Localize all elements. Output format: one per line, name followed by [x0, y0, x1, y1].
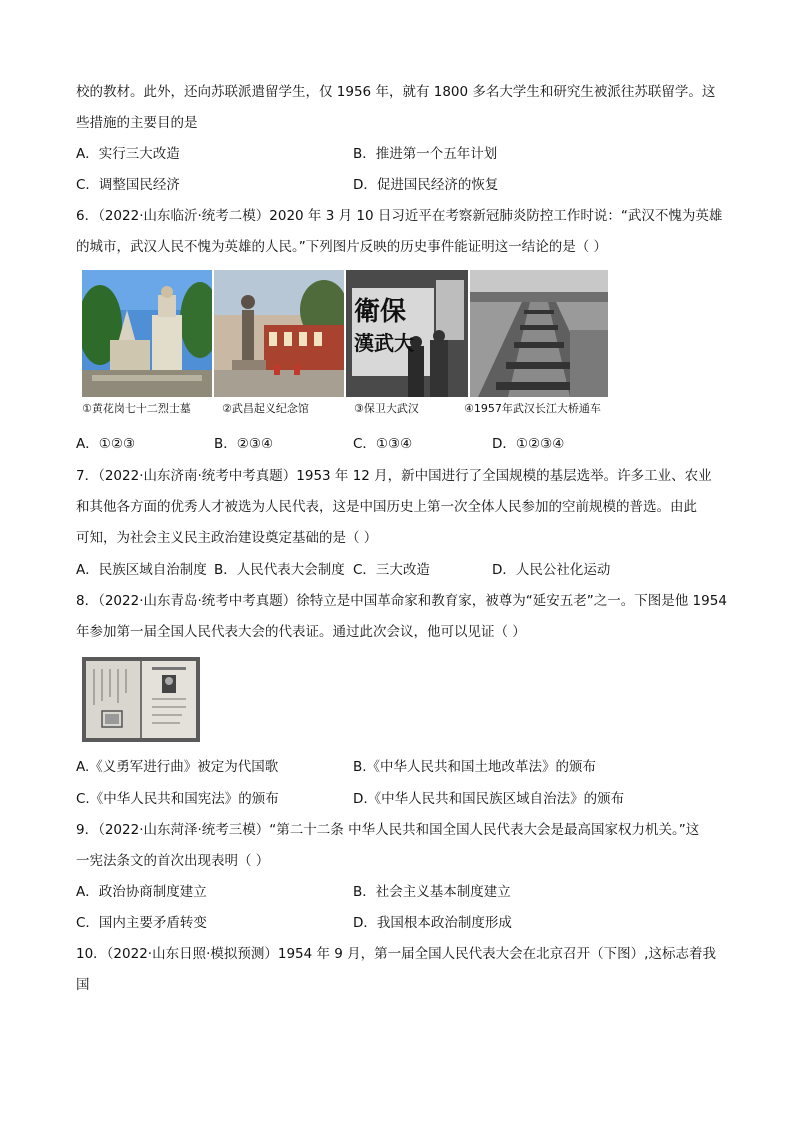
caption-photo-3: ③保卫大武汉: [354, 402, 419, 415]
q8-option-d[interactable]: D.《中华人民共和国民族区域自治法》的颁布: [353, 791, 625, 807]
photo-wuchang-uprising-memorial: [214, 270, 344, 397]
q10-line-1: 10．（2022·山东日照·模拟预测）1954 年 9 月，第一届全国人民代表大会在北京召开（下图）,这标志着我: [76, 946, 716, 962]
q7-option-c[interactable]: C．三大改造: [353, 562, 430, 578]
q6-line-1: 6．（2022·山东临沂·统考二模）2020 年 3 月 10 日习近平在考察新冠肺炎防控工作时说：“武汉不愧为英雄: [76, 208, 723, 224]
q7-line-3: 可知，为社会主义民主政治建设奠定基础的是（ ）: [76, 530, 378, 546]
q7-option-b[interactable]: B．人民代表大会制度: [214, 562, 345, 578]
q9-option-a[interactable]: A．政治协商制度建立: [76, 884, 207, 900]
caption-photo-2: ②武昌起义纪念馆: [222, 402, 309, 415]
poster-char: 衛: [354, 297, 381, 327]
poster-char: 漢: [354, 331, 374, 355]
q8-option-b[interactable]: B.《中华人民共和国土地改革法》的颁布: [353, 759, 597, 775]
q9-option-c[interactable]: C．国内主要矛盾转变: [76, 915, 207, 931]
q5-option-b[interactable]: B．推进第一个五年计划: [353, 146, 498, 162]
q9-option-b[interactable]: B．社会主义基本制度建立: [353, 884, 511, 900]
photo-huanghuagang-memorial: [82, 270, 212, 397]
q6-option-c[interactable]: C．①③④: [353, 436, 413, 452]
poster-text-row-2: [354, 332, 414, 354]
q10-line-2: 国: [76, 977, 90, 993]
delegate-certificate-image: [82, 657, 200, 742]
poster-char: 保: [380, 297, 407, 327]
q9-line-1: 9．（2022·山东菏泽·统考三模）“第二十二条 中华人民共和国全国人民代表大会是最高国家权力机关。”这: [76, 822, 700, 838]
caption-photo-1: ①黄花岗七十二烈士墓: [82, 402, 191, 415]
q8-line-1: 8．（2022·山东青岛·统考中考真题）徐特立是中国革命家和教育家，被尊为“延安五老”之一。下图是他 1954: [76, 593, 727, 609]
q5-option-a[interactable]: A．实行三大改造: [76, 146, 180, 162]
q7-option-d[interactable]: D．人民公社化运动: [492, 562, 611, 578]
q9-option-d[interactable]: D．我国根本政治制度形成: [353, 915, 512, 931]
q8-option-c[interactable]: C.《中华人民共和国宪法》的颁布: [76, 791, 279, 807]
q7-option-a[interactable]: A．民族区域自治制度: [76, 562, 207, 578]
poster-text-row-1: [354, 298, 406, 326]
q9-line-2: 一宪法条文的首次出现表明（ ）: [76, 853, 270, 869]
photo-wuhan-yangtze-bridge: [470, 270, 608, 397]
photo-defend-wuhan: [346, 270, 468, 397]
poster-char: 武: [374, 331, 394, 355]
q7-line-2: 和其他各方面的优秀人才被选为人民代表，这是中国历史上第一次全体人民参加的空前规模的普选。由此: [76, 499, 697, 515]
q8-line-2: 年参加第一届全国人民代表大会的代表证。通过此次会议，他可以见证（ ）: [76, 624, 526, 640]
q6-option-b[interactable]: B．②③④: [214, 436, 274, 452]
caption-photo-4: ④1957年武汉长江大桥通车: [464, 402, 601, 415]
intro-line-1: 校的教材。此外，还向苏联派遣留学生，仅 1956 年，就有 1800 多名大学生和研究生被派往苏联留学。这: [76, 84, 716, 100]
q5-option-d[interactable]: D．促进国民经济的恢复: [353, 177, 499, 193]
q5-option-c[interactable]: C．调整国民经济: [76, 177, 180, 193]
q7-line-1: 7．（2022·山东济南·统考中考真题）1953 年 12 月，新中国进行了全国规模的基层选举。许多工业、农业: [76, 468, 712, 484]
q6-option-d[interactable]: D．①②③④: [492, 436, 565, 452]
poster-char: 大: [394, 331, 414, 355]
q8-option-a[interactable]: A.《义勇军进行曲》被定为代国歌: [76, 759, 279, 775]
intro-line-2: 些措施的主要目的是: [76, 115, 198, 131]
q6-line-2: 的城市，武汉人民不愧为英雄的人民。”下列图片反映的历史事件能证明这一结论的是（ ）: [76, 239, 608, 255]
q6-option-a[interactable]: A．①②③: [76, 436, 136, 452]
